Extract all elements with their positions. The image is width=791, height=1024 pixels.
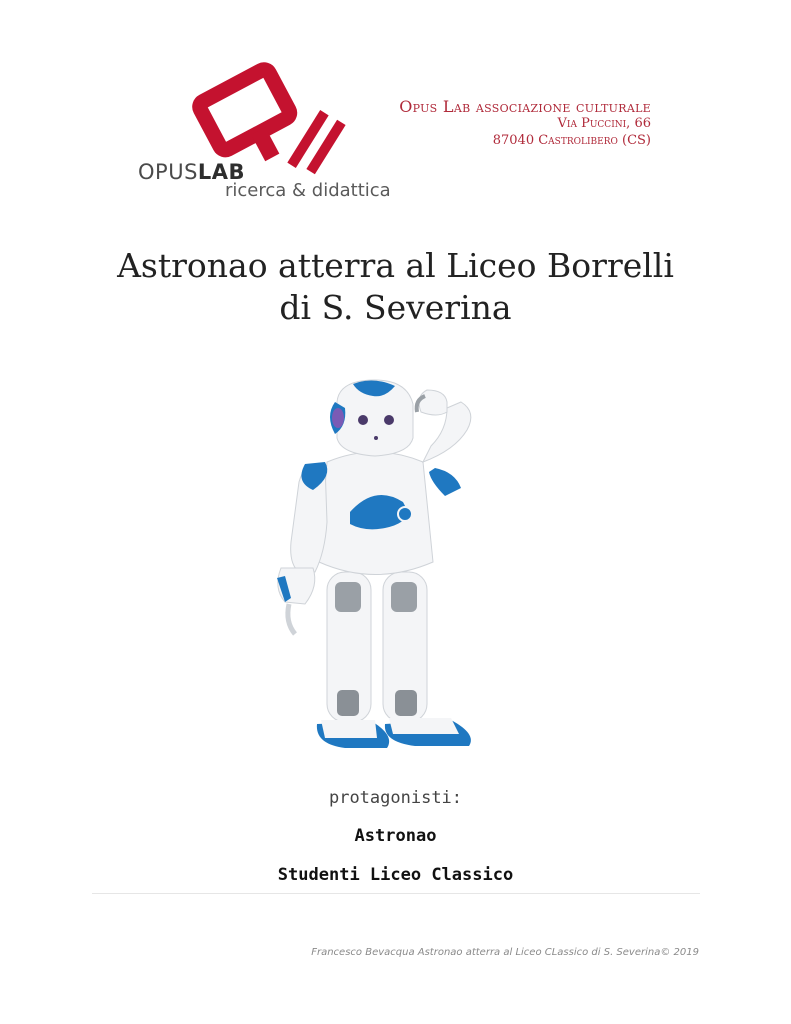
- opuslab-logo: [130, 60, 405, 205]
- logo-tagline: ricerca & didattica: [225, 180, 391, 201]
- cast-label: protagonisti:: [328, 788, 463, 808]
- nao-robot-image: [255, 372, 495, 762]
- cast-member: Astronao: [354, 826, 437, 846]
- divider: [92, 893, 700, 894]
- cast-member: Studenti Liceo Classico: [277, 865, 514, 885]
- organization-block: [399, 98, 651, 149]
- title-line-2: di S. Severina: [279, 288, 512, 327]
- organization-name: Opus Lab associazione culturale: [399, 97, 651, 116]
- organization-address-city: 87040 Castrolibero (CS): [492, 133, 651, 148]
- organization-address-street: Via Puccini, 66: [557, 116, 651, 131]
- opuslab-mark-icon: [185, 60, 385, 175]
- title-line-1: Astronao atterra al Liceo Borrelli: [117, 246, 674, 285]
- logo-wordmark: OPUSLAB: [138, 160, 246, 184]
- footer-credit: Francesco Bevacqua Astronao atterra al Liceo CLassico di S. Severina© 2019: [311, 947, 699, 958]
- document-title: [60, 245, 731, 329]
